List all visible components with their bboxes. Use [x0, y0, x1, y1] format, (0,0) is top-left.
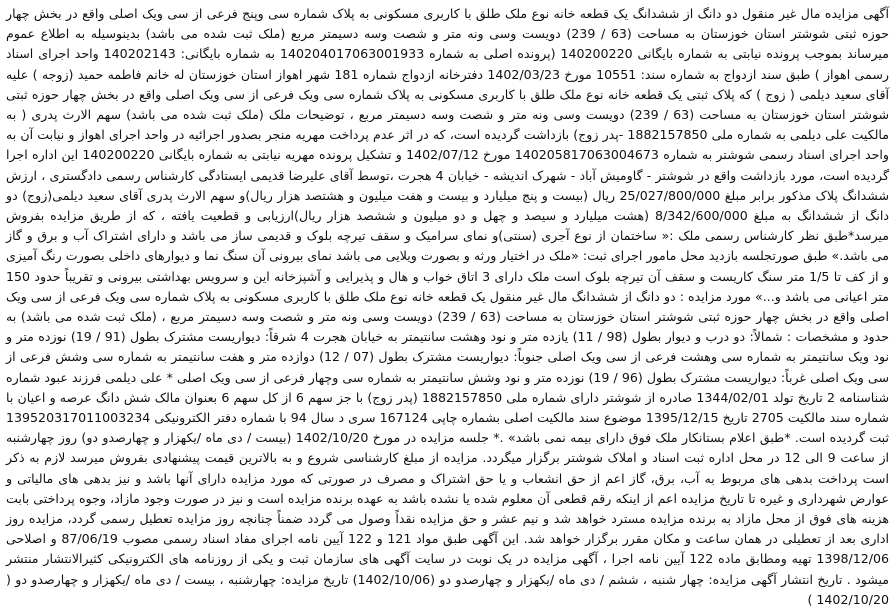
auction-notice: [6, 4, 890, 607]
auction-notice-text: آگهی مزایده مال غیر منقول دو دانگ از ششدانگ یک قطعه خانه نوع ملک طلق با کاربری مسکونی به پلاک شماره سی وپنج فرعی از سی ویک اصلی واقع در بخش چهار حوزه ثبتی شوشتر استان خوزستان به مساحت (63 / 239) دویست وسی ونه متر و شصت وسه دسیمتر مربع (ملک ثبت شده می باشد) بدینوسیله به اطلاع عموم میرساند بموجب پرونده نیابتی به شماره بایگانی 140200220 (پرونده اصلی به شماره 140204017063001933 به شماره بایگانی: 140202143 واحد اجرای اسناد رسمی اهواز ) طبق سند ازدواج به شماره سند: 10551 مورخ 1402/03/23 دفترخانه ازدواج شماره 181 شهر اهواز استان خوزستان له خانم فاطمه حمید (زوجه ) علیه آقای سعید دیلمی ( زوج ) که پلاک ثبتی یک قطعه خانه نوع ملک طلق با کاربری مسکونی به پلاک شماره سی ویک فرعی از سی ویک اصلی واقع در بخش چهار حوزه ثبتی شوشتر استان خوزستان به مساحت (63 / 239) دویست وسی ونه متر و شصت وسه دسیمتر مربع ، توضیحات ملک (ملک ثبت شده می باشد) سهم الارث پدری ( به مالکیت علی دیلمی به شماره ملی 1882157850 -پدر زوج) بازداشت گردیده است، که در اثر عدم پرداخت مهریه منجر بصدور اجرائیه در واحد اجرای اهواز و نیابت آن به واحد اجرای اسناد رسمی شوشتر به شماره 140205817063004673 مورخ 1402/07/12 و تشکیل پرونده مهریه نیابتی به شماره بایگانی 140200220 این اداره اجرا گردیده است، مورد بازداشت واقع در شوشتر - گاومیش آباد - شهرک اندیشه - خیابان 4 هجرت ،توسط آقای علیرضا قدیمی ایستادگی کارشناس رسمی دادگستری ، ارزش ششدانگ پلاک مذکور برابر مبلغ 25/027/800/000 ریال (بیست و پنج میلیارد و بیست و هفت میلیون و هشتصد هزار ریال)و سهم الارث پدری آقای سعید دیلمی(زوج) دو دانگ از ششدانگ به مبلغ 8/342/600/000 (هشت میلیارد و سیصد و چهل و دو میلیون و ششصد هزار ریال)ارزیابی و قطعیت یافته ، که از طریق مزایده بفروش میرسد*طبق نظر کارشناس رسمی ملک :« ساختمان از نوع آجری (سنتی)و نمای سرامیک و سقف تیرچه بلوک و قدیمی ساز می باشد و دارای اشتراک آب و برق و گاز می باشد.» طبق صورتجلسه بازدید محل مامور اجرای ثبت: «ملک در اختیار ورثه و بصورت ویلایی می باشد نمای بیرونی آن سنگ نما و دیوارهای داخلی بصورت رنگ آمیزی و از کف تا 1/5 متر سنگ کاریست و سقف آن تیرچه بلوک است ملک دارای 3 اتاق خواب و هال و پذیرایی و آشپزخانه این و سرویس بهداشتی بیرونی و تقریباً حدود 150 متر اعیانی می باشد و...» مورد مزایده : دو دانگ از ششدانگ مال غیر منقول یک قطعه خانه نوع ملک طلق با کاربری مسکونی به پلاک شماره سی ویک فرعی از سی ویک اصلی واقع در بخش چهار حوزه ثبتی شوشتر استان خوزستان به مساحت (63 / 239) دویست وسی ونه متر و شصت وسه دسیمتر مربع ، (ملک ثبت شده می باشد) به حدود و مشخصات : شمالاً: دو درب و دیوار بطول (98 / 11) یازده متر و نود وهشت سانتیمتر به خیابان هجرت 4 شرقاً: دیواریست مشترک بطول (91 / 19) نوزده متر و نود ویک سانتیمتر به شماره سی وهشت فرعی از سی ویک اصلی جنوباً: دیواریست مشترک بطول (07 / 12) دوازده متر و هفت سانتیمتر به شماره سی وشش فرعی از سی ویک اصلی غرباً: دیواریست مشترک بطول (96 / 19) نوزده متر و نود وشش سانتیمتر به شماره سی وچهار فرعی از سی ویک اصلی * علی دیلمی فرزند عبود شماره شناسنامه 2 تاریخ تولد 1344/02/01 صادره از شوشتر دارای شماره ملی 1882157850 (پدر زوج) با جز سهم 6 از کل سهم 6 بعنوان مالک شش دانگ عرصه و اعیان با شماره سند مالکیت 2705 تاریخ 1395/12/15 موضوع سند مالکیت اصلی بشماره چاپی 167124 سری د سال 94 با شماره دفتر الکترونیکی 139520317011003234 ثبت گردیده است. *طبق اعلام بستانکار ملک فوق دارای بیمه نمی باشد» .* جلسه مزایده در مورخ 1402/10/20 (بیست / دی ماه /یکهزار و چهارصدو دو) روز چهارشنبه از ساعت 9 الی 12 در محل اداره ثبت اسناد و املاک شوشتر برگزار میگردد. مزایده از مبلغ کارشناسی شروع و به بالاترین قیمت پیشنهادی بفروش میرسد لازم به ذکر است پرداخت بدهی های مربوط به آب، برق، گاز اعم از حق انشعاب و یا حق اشتراک و مصرف در صورتی که مورد مزایده دارای آنها باشد و نیز بدهی های مالیاتی و عوارض شهرداری و غیره تا تاریخ مزایده اعم از اینکه رقم قطعی آن معلوم شده یا نشده باشد به عهده برنده مزایده است و نیز در صورت وجود مازاد، وجوه پرداختی بابت هزینه های فوق از محل مازاد به برنده مزایده مسترد خواهد شد و نیم عشر و حق مزایده نقداً وصول می گردد ضمناً چنانچه روز مزایده تعطیل رسمی گردد، مزایده روز اداری بعد از تعطیلی در همان ساعت و مکان مقرر برگزار خواهد شد. این آگهی طبق مواد 121 و 122 آیین نامه اجرای مفاد اسناد رسمی مصوب 87/06/19 و اصلاحی 1398/12/06 تهیه ومطابق ماده 122 آیین نامه اجرا ، آگهی مزایده در یک نوبت در سایت آگهی های سازمان ثبت و یکی از روزنامه های الکترونیکی کثیرالانتشار منتشر میشود . تاریخ انتشار آگهی مزایده: چهار شنبه ، ششم / دی ماه /یکهزار و چهارصدو دو (1402/10/06) تاریخ مزایده: چهارشنبه ، بیست / دی ماه /یکهزار و چهارصدو دو ( 1402/10/20 ): [6, 6, 890, 607]
